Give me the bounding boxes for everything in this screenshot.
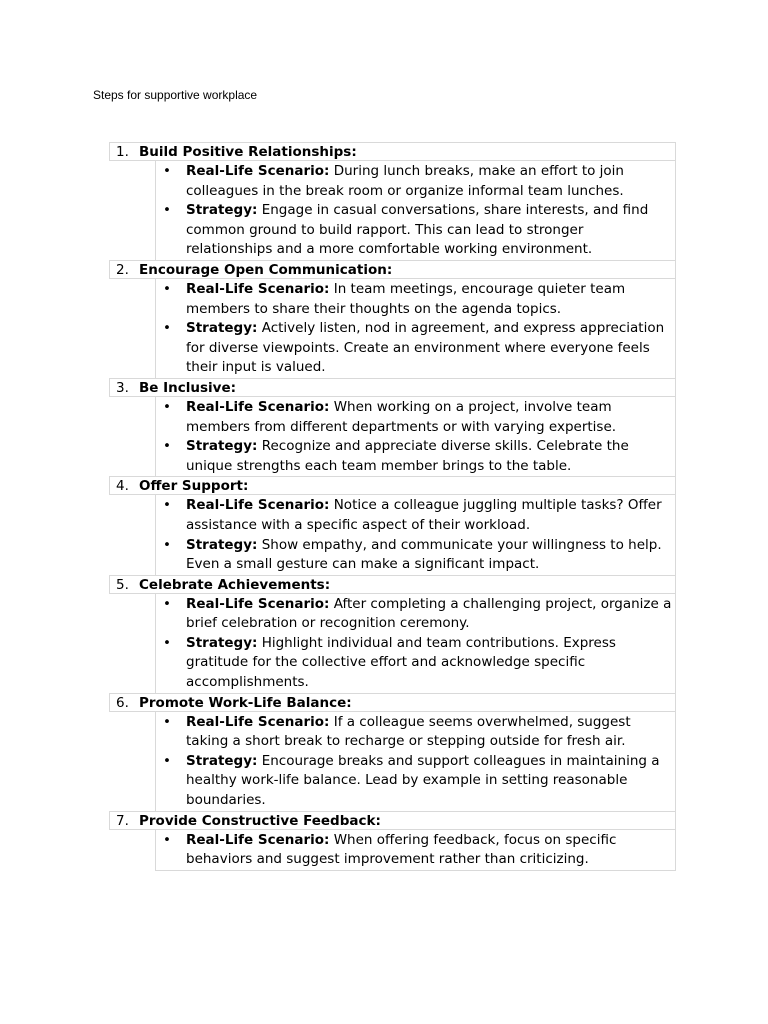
step-title: Provide Constructive Feedback:: [139, 812, 381, 829]
step-title: Celebrate Achievements:: [139, 576, 331, 593]
item-text: Highlight individual and team contributions. Express gratitude for the collective effort and acknowledge specific accomplishments.: [186, 634, 616, 691]
step-number: 6.: [116, 694, 129, 711]
step-number: 3.: [116, 379, 129, 396]
step-details: [155, 397, 676, 477]
bullet-icon: •: [163, 536, 171, 553]
step-title: Promote Work-Life Balance:: [139, 694, 352, 711]
bullet-item: [156, 536, 675, 575]
step-heading: [109, 476, 676, 495]
bullet-icon: •: [163, 752, 171, 769]
item-kind-label: Real-Life Scenario:: [186, 280, 330, 297]
bullet-item: [156, 595, 675, 634]
item-text: In team meetings, encourage quieter team members to share their thoughts on the agenda topics.: [186, 280, 626, 317]
step-details: [155, 279, 676, 379]
bullet-icon: •: [163, 713, 171, 730]
item-kind-label: Real-Life Scenario:: [186, 398, 330, 415]
bullet-icon: •: [163, 497, 171, 514]
bullet-icon: •: [163, 595, 171, 612]
step-number: 5.: [116, 576, 129, 593]
bullet-icon: •: [163, 320, 171, 337]
item-text: During lunch breaks, make an effort to join colleagues in the break room or organize informal team lunches.: [186, 163, 624, 199]
item-kind-label: Real-Life Scenario:: [186, 713, 330, 730]
step-title: Encourage Open Communication:: [139, 261, 393, 278]
item-kind-label: Real-Life Scenario:: [186, 163, 330, 179]
step-heading: [109, 811, 676, 830]
step-heading: [109, 575, 676, 594]
step-details: [155, 495, 676, 575]
bullet-item: [156, 398, 675, 437]
item-text: After completing a challenging project, organize a brief celebration or recognition ceremony.: [186, 595, 672, 632]
bullet-icon: •: [163, 831, 171, 848]
bullet-item: [156, 496, 675, 535]
bullet-icon: •: [163, 280, 171, 297]
step-details: [155, 161, 676, 261]
item-text: If a colleague seems overwhelmed, suggest taking a short break to recharge or stepping outside for fresh air.: [186, 713, 631, 750]
item-text: Show empathy, and communicate your willingness to help. Even a small gesture can make a significant impact.: [186, 536, 662, 573]
item-text: When working on a project, involve team members from different departments or with varying expertise.: [186, 398, 617, 435]
step-title: Offer Support:: [139, 478, 249, 495]
item-kind-label: Strategy:: [186, 634, 258, 651]
document-title: Steps for supportive workplace: [93, 88, 258, 102]
item-text: Engage in casual conversations, share interests, and find common ground to build rapport. This can lead to stronger relationships and a more comfortable working environment.: [186, 202, 649, 258]
bullet-item: [156, 201, 675, 260]
bullet-item: [156, 634, 675, 693]
item-kind-label: Strategy:: [186, 202, 258, 219]
item-text: Notice a colleague juggling multiple tasks? Offer assistance with a specific aspect of their workload.: [186, 497, 662, 533]
item-kind-label: Strategy:: [186, 320, 258, 337]
bullet-icon: •: [163, 634, 171, 651]
step-details: [155, 830, 676, 871]
item-kind-label: Strategy:: [186, 438, 258, 455]
step-number: 2.: [116, 261, 129, 278]
bullet-item: [156, 162, 675, 201]
steps-list: [109, 143, 676, 871]
step-title: Be Inclusive:: [139, 379, 237, 396]
item-text: When offering feedback, focus on specific behaviors and suggest improvement rather than criticizing.: [186, 831, 617, 868]
step-number: 7.: [116, 812, 129, 829]
item-text: Encourage breaks and support colleagues in maintaining a healthy work-life balance. Lead by example in setting reasonable boundaries.: [186, 752, 660, 809]
step-title: Build Positive Relationships:: [139, 144, 357, 160]
bullet-item: [156, 437, 675, 476]
item-kind-label: Strategy:: [186, 752, 258, 769]
step-heading: [109, 260, 676, 279]
bullet-icon: •: [163, 438, 171, 455]
bullet-icon: •: [163, 163, 171, 179]
step-number: 4.: [116, 478, 129, 495]
step-details: [155, 712, 676, 812]
item-kind-label: Strategy:: [186, 536, 258, 553]
bullet-item: [156, 752, 675, 811]
step-details: [155, 594, 676, 694]
item-text: Recognize and appreciate diverse skills. Celebrate the unique strengths each team member brings to the table.: [186, 438, 629, 474]
step-heading: [109, 693, 676, 712]
bullet-icon: •: [163, 202, 171, 219]
item-text: Actively listen, nod in agreement, and express appreciation for diverse viewpoints. Create an environment where everyone feels their input is valued.: [186, 320, 665, 376]
bullet-item: [156, 713, 675, 752]
item-kind-label: Real-Life Scenario:: [186, 831, 330, 848]
bullet-item: [156, 280, 675, 319]
bullet-item: [156, 831, 675, 870]
step-number: 1.: [116, 144, 129, 160]
step-heading: [109, 378, 676, 397]
step-heading: [109, 142, 676, 161]
item-kind-label: Real-Life Scenario:: [186, 497, 330, 514]
bullet-item: [156, 319, 675, 378]
item-kind-label: Real-Life Scenario:: [186, 595, 330, 612]
bullet-icon: •: [163, 398, 171, 415]
